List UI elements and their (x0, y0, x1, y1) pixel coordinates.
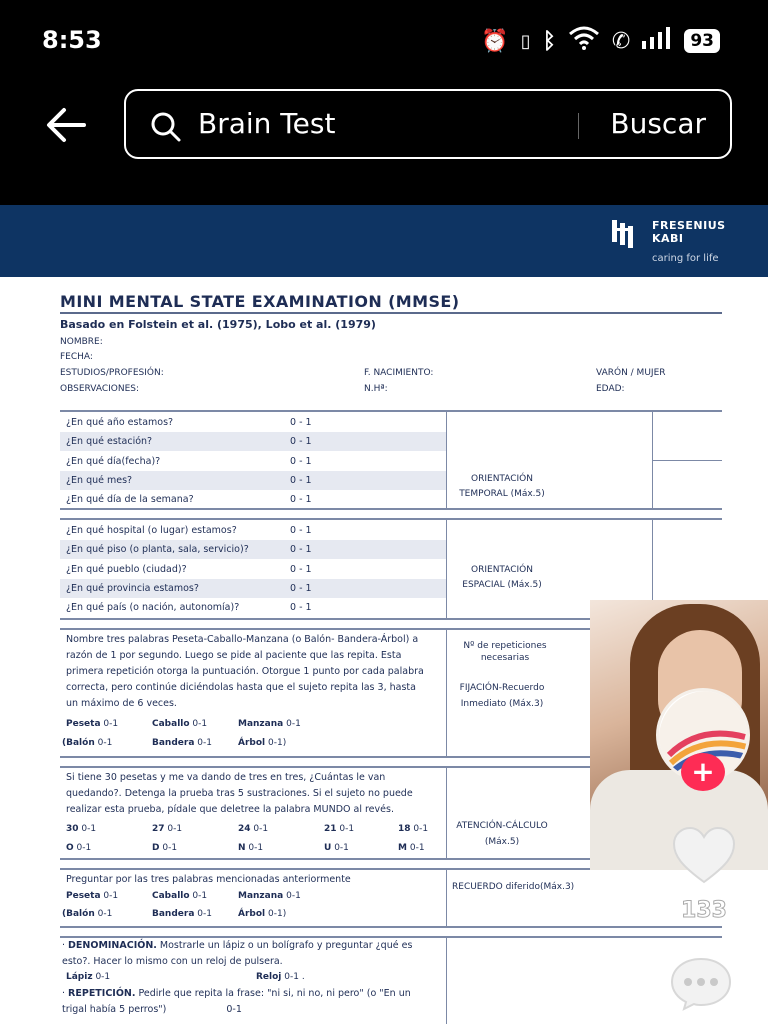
section-label-recuerdo: RECUERDO diferido(Máx.3) (452, 882, 575, 892)
status-time: 8:53 (42, 26, 102, 54)
instruction-line: Pedirle que repita la frase: "ni si, ni no, ni pero" (o "En un (135, 988, 411, 999)
instruction-line: un máximo de 6 veces. (66, 698, 177, 709)
field-sexo: VARÓN / MUJER (596, 368, 666, 378)
document-subtitle: Basado en Folstein et al. (1975), Lobo et al. (1979) (60, 318, 376, 331)
question-score: 0 - 1 (290, 564, 312, 575)
denominacion-instructions: · DENOMINACIÓN. Mostrarle un lápiz o un bolígrafo y preguntar ¿qué es esto?. Hacer lo mismo con un reloj de pulsera. (62, 938, 442, 970)
back-button[interactable] (40, 100, 90, 150)
field-nacimiento: F. NACIMIENTO: (364, 368, 434, 378)
word-item: Peseta 0-1 (66, 891, 119, 901)
question-score: 0 - 1 (290, 544, 312, 555)
field-edad: EDAD: (596, 384, 625, 394)
label-line: Nº de repeticiones (463, 641, 547, 651)
section-divider (60, 508, 722, 510)
question-text: ¿En qué estación? (66, 436, 153, 447)
question-text: ¿En qué provincia estamos? (66, 583, 199, 594)
brand-tagline: caring for life (652, 253, 719, 264)
fresenius-logo-icon (612, 220, 640, 248)
arrow-left-icon (40, 100, 90, 150)
word-item: (Balón 0-1 (62, 738, 113, 748)
column-divider (446, 938, 447, 1024)
instruction-line: correcta, pero continúe diciéndolas hasta que el sujeto repita las 3, hasta (66, 682, 416, 693)
question-row (60, 413, 446, 432)
number-item: 27 0-1 (152, 824, 183, 834)
section-divider (60, 518, 722, 520)
question-score: 0 - 1 (290, 583, 312, 594)
field-observaciones: OBSERVACIONES: (60, 384, 140, 394)
word-item: Bandera 0-1 (152, 909, 212, 919)
vibrate-icon: ▯ (520, 30, 531, 52)
like-count: 133 (681, 898, 727, 923)
question-score: 0 - 1 (290, 417, 312, 428)
word-item: (Balón 0-1 (62, 909, 113, 919)
brand-name-line2: KABI (652, 232, 684, 245)
score-box-line (652, 460, 722, 461)
instruction-line: primera repetición otorga la puntuación. Otorgue 1 punto por cada palabra (66, 666, 424, 677)
section-divider (60, 410, 722, 412)
number-item: 24 0-1 (238, 824, 269, 834)
letter-item: O 0-1 (66, 843, 92, 853)
battery-indicator: 93 (684, 29, 720, 53)
status-icons (481, 26, 720, 56)
recuerdo-instructions: Preguntar por las tres palabras mencionadas anteriormente (66, 874, 351, 885)
question-score: 0 - 1 (290, 525, 312, 536)
word-item: Manzana 0-1 (238, 719, 301, 729)
column-divider (446, 412, 447, 508)
more-options-icon[interactable] (668, 955, 734, 1011)
question-score: 0 - 1 (290, 436, 312, 447)
search-button[interactable]: Buscar (610, 107, 706, 140)
question-text: ¿En qué hospital (o lugar) estamos? (66, 525, 237, 536)
question-score: 0 - 1 (290, 494, 312, 505)
question-row (60, 579, 446, 598)
word-item: Caballo 0-1 (152, 891, 208, 901)
word-item: Manzana 0-1 (238, 891, 301, 901)
instruction-line: Si tiene 30 pesetas y me va dando de tres en tres, ¿Cuántas le van (66, 772, 386, 783)
label-line: (Máx.5) (484, 837, 520, 847)
word-item: Lápiz 0-1 (66, 972, 111, 982)
question-row (60, 490, 446, 509)
letter-item: M 0-1 (398, 843, 425, 853)
question-score: 0 - 1 (290, 475, 312, 486)
question-row (60, 540, 446, 559)
instruction-line: trigal había 5 perros") (62, 1004, 167, 1015)
column-divider (446, 520, 447, 618)
signal-icon (642, 27, 672, 55)
wifi-icon (568, 26, 600, 56)
bluetooth-icon: ᛒ (542, 28, 556, 54)
instruction-line: realizar esta prueba, pídale que deletree la palabra MUNDO al revés. (66, 804, 394, 815)
number-item: 18 0-1 (398, 824, 429, 834)
question-row (60, 521, 446, 540)
section-label-espacial (450, 563, 554, 593)
section-divider (60, 926, 722, 928)
instruction-line: Mostrarle un lápiz o un bolígrafo y preguntar ¿qué es (156, 940, 413, 951)
denominacion-title: DENOMINACIÓN. (68, 940, 157, 951)
question-text: ¿En qué pueblo (ciudad)? (66, 564, 187, 575)
repeticion-title: REPETICIÓN. (68, 988, 136, 999)
question-text: ¿En qué mes? (66, 475, 133, 486)
repetitions-label (450, 640, 560, 664)
question-text: ¿En qué día(fecha)? (66, 456, 161, 467)
section-label-atencion (450, 818, 554, 850)
word-item: Caballo 0-1 (152, 719, 208, 729)
letter-item: N 0-1 (238, 843, 264, 853)
brand-name-line1: FRESENIUS (652, 219, 726, 232)
label-line: Inmediato (Máx.3) (460, 699, 544, 709)
letter-item: U 0-1 (324, 843, 349, 853)
question-score: 0 - 1 (290, 602, 312, 613)
search-input[interactable]: Brain Test (198, 107, 336, 140)
document-title: MINI MENTAL STATE EXAMINATION (MMSE) (60, 292, 460, 311)
label-line: ORIENTACIÓN (471, 474, 533, 484)
column-divider (446, 870, 447, 926)
search-bar[interactable] (124, 89, 732, 159)
follow-button[interactable]: + (681, 753, 725, 791)
atencion-instructions (66, 770, 444, 818)
field-nombre: NOMBRE: (60, 337, 103, 347)
fijacion-instructions (66, 632, 444, 712)
instruction-line: quedando?. Detenga la prueba tras 5 sustraciones. Si el sujeto no puede (66, 788, 413, 799)
label-line: TEMPORAL (Máx.5) (459, 489, 545, 499)
call-icon: ✆ (611, 28, 631, 54)
instruction-line: Nombre tres palabras Peseta-Caballo-Manzana (o Balón- Bandera-Árbol) a (66, 634, 419, 645)
title-rule (60, 312, 722, 314)
word-item: Bandera 0-1 (152, 738, 212, 748)
word-item: Árbol 0-1) (238, 909, 287, 919)
heart-icon[interactable] (672, 826, 736, 886)
search-icon (150, 111, 182, 143)
label-line: ESPACIAL (Máx.5) (462, 580, 542, 590)
field-estudios: ESTUDIOS/PROFESIÓN: (60, 368, 164, 378)
column-divider (446, 768, 447, 858)
question-score: 0 - 1 (290, 456, 312, 467)
question-row (60, 560, 446, 579)
alarm-icon: ⏰ (481, 28, 509, 54)
field-nh: N.Hª: (364, 384, 388, 394)
question-text: ¿En qué año estamos? (66, 417, 174, 428)
word-item: Reloj 0-1 . (256, 972, 305, 982)
section-label-fijacion (450, 680, 554, 712)
question-row (60, 471, 446, 490)
search-divider (578, 113, 579, 139)
instruction-line: esto?. Hacer lo mismo con un reloj de pulsera. (62, 956, 283, 967)
instruction-line: razón de 1 por segundo. Luego se pide al paciente que las repita. Esta (66, 650, 402, 661)
question-text: ¿En qué país (o nación, autonomía)? (66, 602, 240, 613)
field-fecha: FECHA: (60, 352, 93, 362)
number-item: 21 0-1 (324, 824, 355, 834)
question-row (60, 432, 446, 451)
label-line: FIJACIÓN-Recuerdo (459, 683, 545, 693)
section-label-temporal (450, 472, 554, 502)
label-line: ATENCIÓN-CÁLCULO (456, 821, 548, 831)
question-score: 0-1 (226, 1004, 242, 1015)
word-item: Árbol 0-1) (238, 738, 287, 748)
question-row (60, 452, 446, 471)
question-text: ¿En qué día de la semana? (66, 494, 194, 505)
number-item: 30 0-1 (66, 824, 97, 834)
letter-item: D 0-1 (152, 843, 178, 853)
question-text: ¿En qué piso (o planta, sala, servicio)? (66, 544, 249, 555)
word-item: Peseta 0-1 (66, 719, 119, 729)
label-line: necesarias (480, 653, 530, 663)
repeticion-instructions: · REPETICIÓN. Pedirle que repita la frase: "ni si, ni no, ni pero" (o "En un trigal había 5 perros") 0-1 (62, 988, 411, 1015)
brand-name (652, 219, 726, 245)
column-divider (446, 630, 447, 756)
question-row (60, 598, 446, 617)
label-line: ORIENTACIÓN (471, 565, 533, 575)
